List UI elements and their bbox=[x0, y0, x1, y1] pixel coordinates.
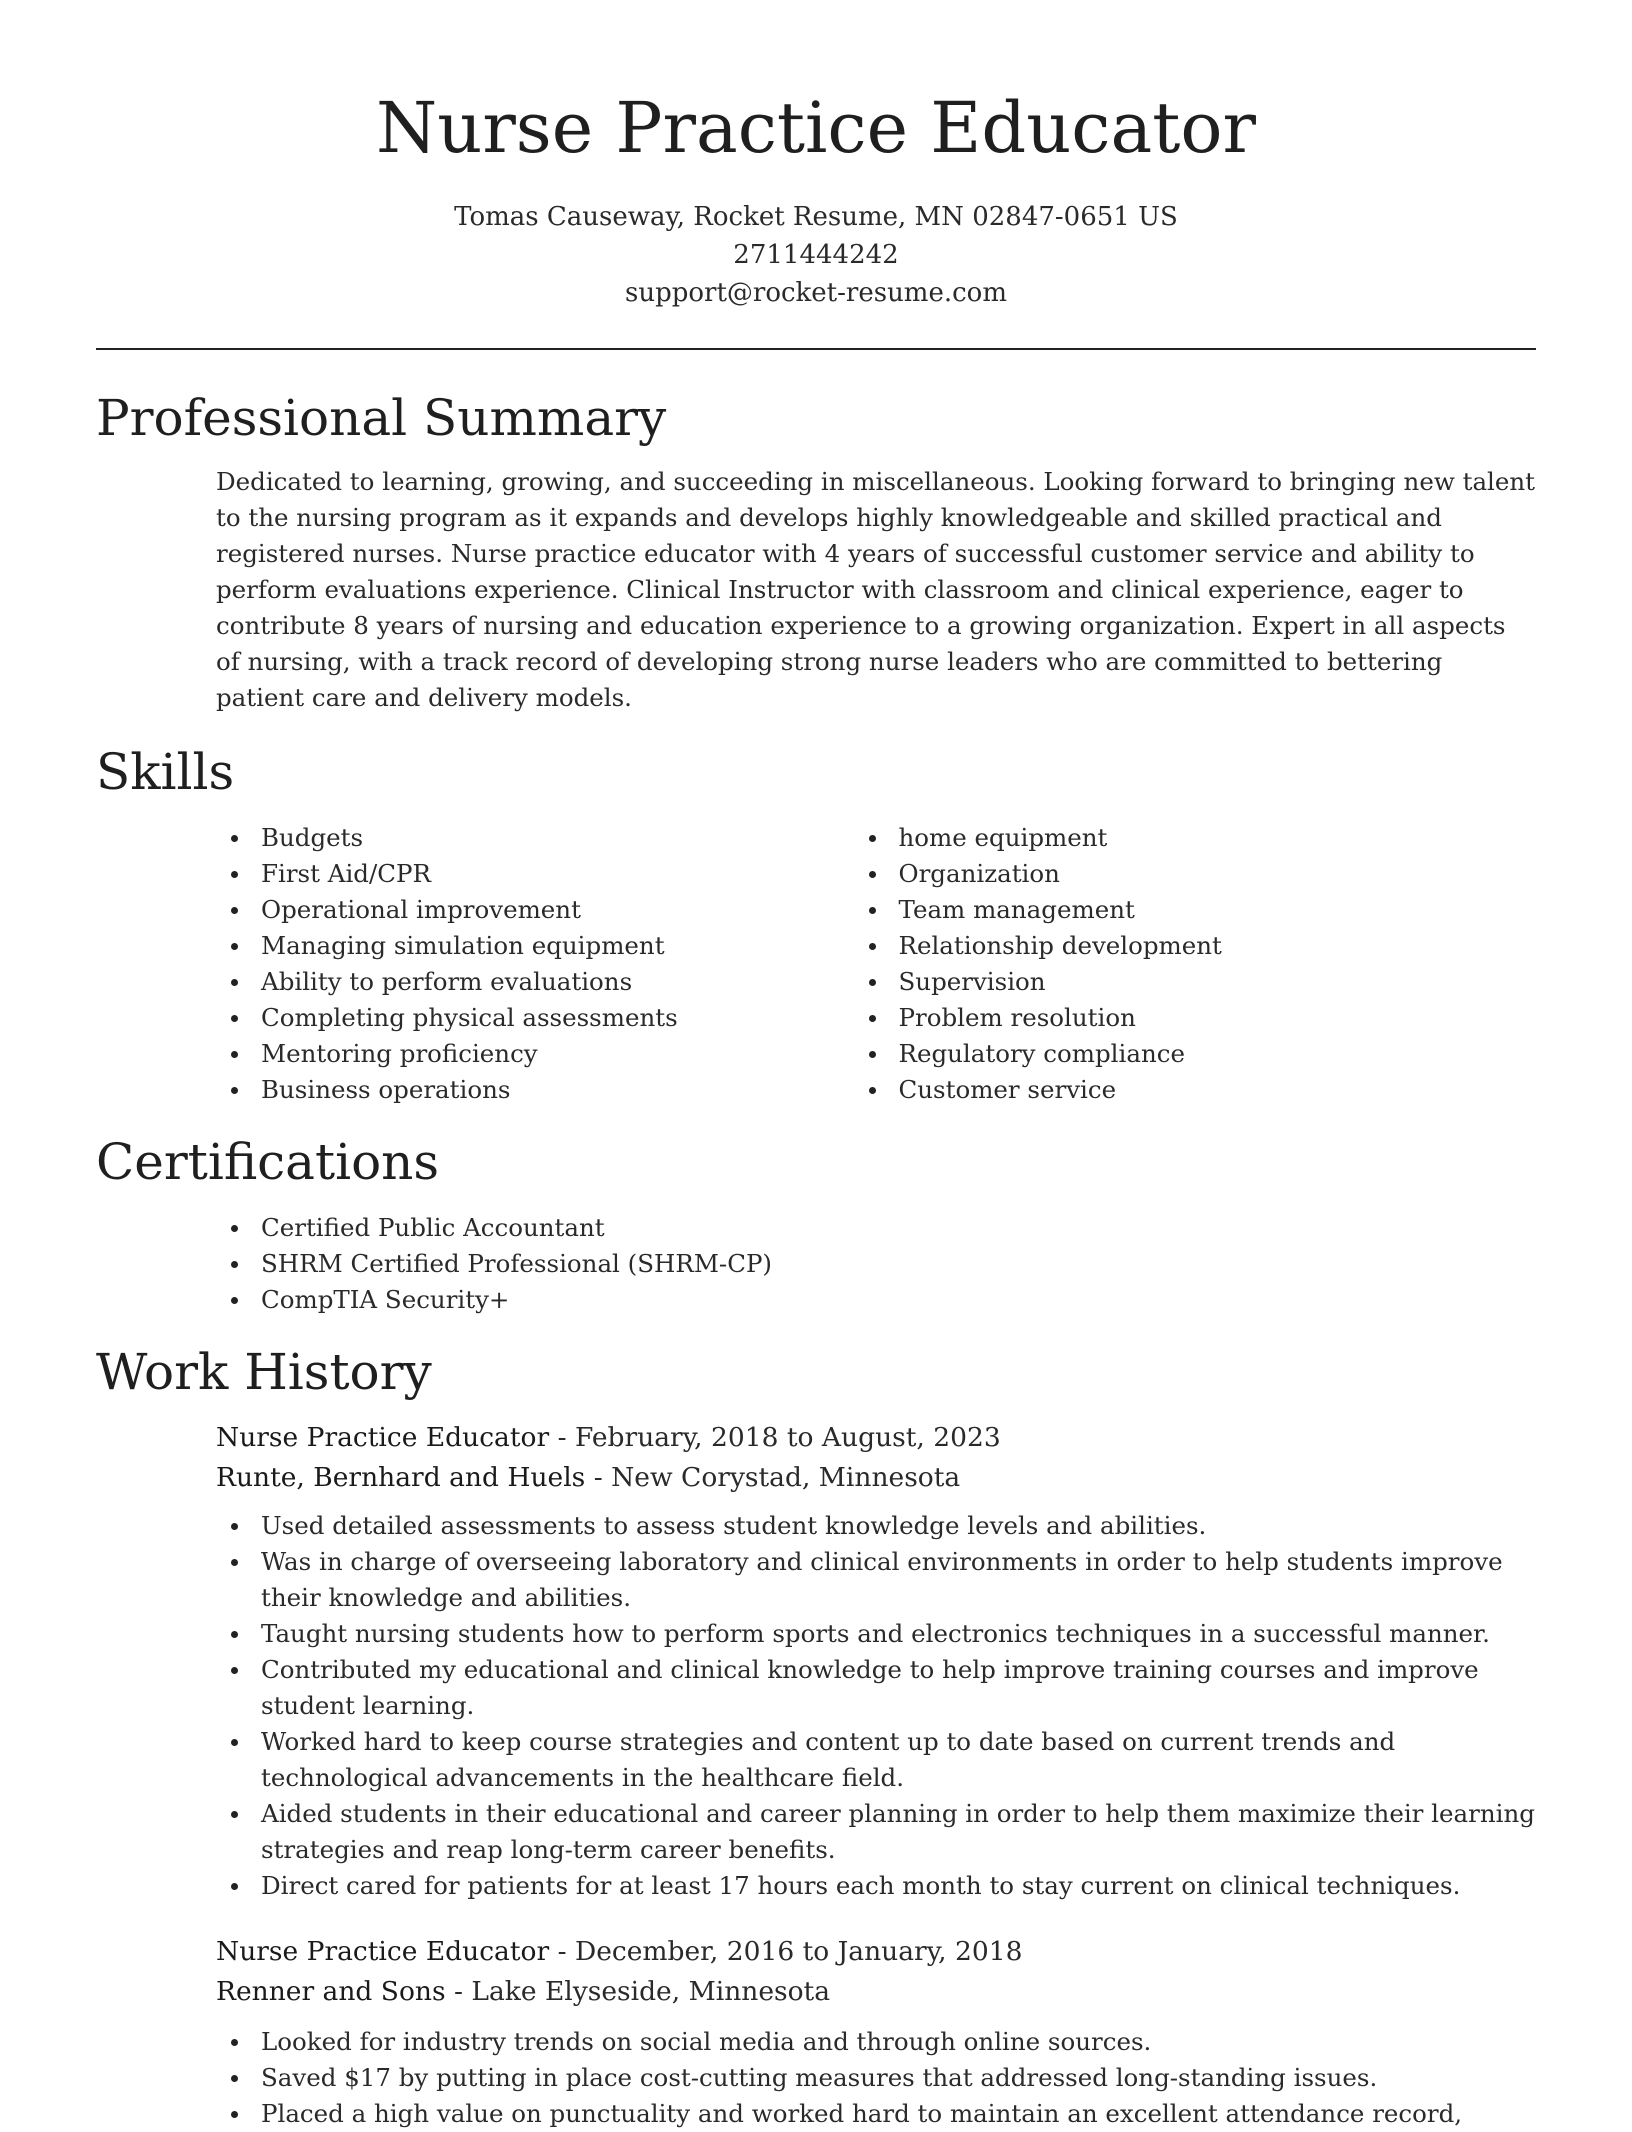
job-company: Renner and Sons bbox=[216, 1976, 446, 2007]
job-entry bbox=[216, 1932, 1536, 2132]
list-item: Looked for industry trends on social media and through online sources. bbox=[261, 2024, 1536, 2060]
list-item: Mentoring proficiency bbox=[261, 1036, 899, 1072]
list-item: Completing physical assessments bbox=[261, 1000, 899, 1036]
skills-heading: Skills bbox=[96, 743, 235, 801]
job-bullets bbox=[216, 1508, 1536, 1904]
list-item: Direct cared for patients for at least 17 hours each month to stay current on clinical techniques. bbox=[261, 1868, 1536, 1904]
certifications-list bbox=[96, 1210, 1536, 1318]
address: Tomas Causeway, Rocket Resume, MN 02847-0651 US bbox=[454, 202, 1178, 232]
list-item: Placed a high value on punctuality and worked hard to maintain an excellent attendance record, bbox=[261, 2096, 1536, 2132]
list-item: Problem resolution bbox=[899, 1000, 1537, 1036]
skills-list-right bbox=[899, 820, 1537, 1108]
list-item: Used detailed assessments to assess student knowledge levels and abilities. bbox=[261, 1508, 1536, 1544]
job-company-line bbox=[216, 1972, 1536, 2012]
list-item: Relationship development bbox=[899, 928, 1537, 964]
job-role: Nurse Practice Educator bbox=[216, 1936, 550, 1967]
job-entry bbox=[216, 1418, 1536, 1904]
certifications-heading: Certifications bbox=[96, 1133, 440, 1191]
list-item: Budgets bbox=[261, 820, 899, 856]
job-title-line bbox=[216, 1932, 1536, 1972]
skills-grid bbox=[96, 820, 1536, 1108]
job-dates: - February, 2018 to August, 2023 bbox=[549, 1422, 1001, 1453]
list-item: Managing simulation equipment bbox=[261, 928, 899, 964]
job-location: - New Corystad, Minnesota bbox=[585, 1462, 961, 1493]
list-item: Business operations bbox=[261, 1072, 899, 1108]
list-item: Customer service bbox=[899, 1072, 1537, 1108]
list-item: CompTIA Security+ bbox=[261, 1282, 1536, 1318]
list-item: Was in charge of overseeing laboratory and clinical environments in order to help students improve their knowledge and abilities. bbox=[261, 1544, 1536, 1616]
list-item: home equipment bbox=[899, 820, 1537, 856]
candidate-title: Nurse Practice Educator bbox=[376, 87, 1256, 169]
job-company-line bbox=[216, 1458, 1536, 1498]
header-divider bbox=[96, 348, 1536, 350]
phone: 2711444242 bbox=[733, 240, 899, 270]
list-item: Aided students in their educational and career planning in order to help them maximize their learning strategies and reap long-term career benefits. bbox=[261, 1796, 1536, 1868]
list-item: Worked hard to keep course strategies and content up to date based on current trends and technological advancements in the healthcare field. bbox=[261, 1724, 1536, 1796]
summary-heading: Professional Summary bbox=[96, 389, 667, 447]
list-item: Ability to perform evaluations bbox=[261, 964, 899, 1000]
list-item: Operational improvement bbox=[261, 892, 899, 928]
resume-header bbox=[96, 0, 1536, 312]
list-item: Certified Public Accountant bbox=[261, 1210, 1536, 1246]
list-item: Supervision bbox=[899, 964, 1537, 1000]
contact-info bbox=[96, 198, 1536, 312]
job-location: - Lake Elyseside, Minnesota bbox=[445, 1976, 831, 2007]
list-item: Contributed my educational and clinical knowledge to help improve training courses and improve student learning. bbox=[261, 1652, 1536, 1724]
job-company: Runte, Bernhard and Huels bbox=[216, 1462, 586, 1493]
skills-list-left bbox=[96, 820, 899, 1108]
list-item: SHRM Certified Professional (SHRM-CP) bbox=[261, 1246, 1536, 1282]
job-title-line bbox=[216, 1418, 1536, 1458]
list-item: Saved $17 by putting in place cost-cutting measures that addressed long-standing issues. bbox=[261, 2060, 1536, 2096]
list-item: Taught nursing students how to perform sports and electronics techniques in a successful manner. bbox=[261, 1616, 1536, 1652]
job-dates: - December, 2016 to January, 2018 bbox=[549, 1936, 1023, 1967]
summary-text: Dedicated to learning, growing, and succeeding in miscellaneous. Looking forward to bringing new talent to the nursing program as it expands and develops highly knowledgeable and skilled practical and registered nurses. Nurse practice educator with 4 years of successful customer service and ability to perform evaluations experience. Clinical Instructor with classroom and clinical experience, eager to contribute 8 years of nursing and education experience to a growing organization. Expert in all aspects of nursing, with a track record of developing strong nurse leaders who are committed to bettering patient care and delivery models. bbox=[216, 467, 1536, 712]
job-bullets bbox=[216, 2024, 1536, 2132]
email: support@rocket-resume.com bbox=[624, 278, 1007, 308]
job-role: Nurse Practice Educator bbox=[216, 1422, 550, 1453]
list-item: Regulatory compliance bbox=[899, 1036, 1537, 1072]
resume-page bbox=[96, 0, 1536, 2132]
work-history-heading: Work History bbox=[96, 1343, 432, 1401]
list-item: Organization bbox=[899, 856, 1537, 892]
list-item: Team management bbox=[899, 892, 1537, 928]
list-item: First Aid/CPR bbox=[261, 856, 899, 892]
